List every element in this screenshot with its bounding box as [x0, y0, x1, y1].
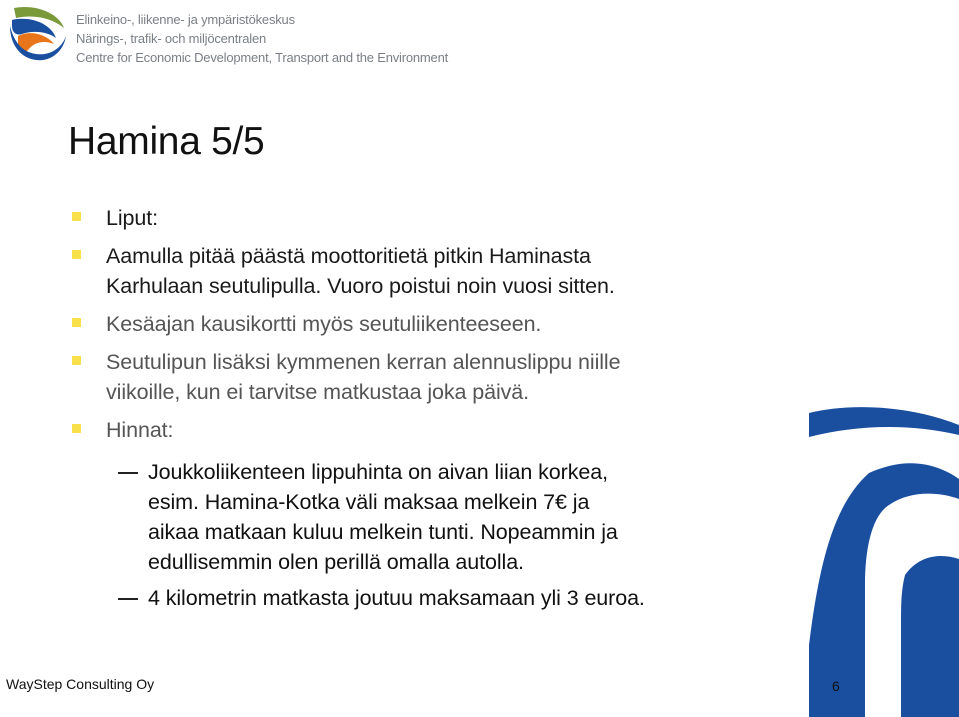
subbullet-text: Joukkoliikenteen lippuhinta on aivan liian korkea, — [148, 460, 608, 484]
slide-title: Hamina 5/5 — [68, 120, 265, 163]
org-line-sv: Närings-, trafik- och miljöcentralen — [76, 31, 267, 46]
bullet-text: Liput: — [106, 206, 158, 230]
square-bullet-icon — [72, 424, 81, 433]
square-bullet-icon — [72, 356, 81, 365]
slide-content — [68, 203, 788, 613]
bullet-text: Seutulipun lisäksi kymmenen kerran alennuslippu niille — [106, 350, 621, 374]
org-line-fi: Elinkeino-, liikenne- ja ympäristökeskus — [76, 12, 295, 27]
decorative-corner-graphic — [809, 395, 959, 717]
subbullet-text: edullisemmin olen perillä omalla autolla. — [148, 550, 524, 574]
header — [0, 0, 460, 70]
subbullet-text: 4 kilometrin matkasta joutuu maksamaan yli 3 euroa. — [148, 586, 645, 610]
bullet-text: Aamulla pitää päästä moottoritietä pitkin Haminasta — [106, 244, 591, 268]
subbullet-text: esim. Hamina-Kotka väli maksaa melkein 7€ ja — [148, 490, 590, 514]
subbullet-text: aikaa matkaan kuluu melkein tunti. Nopeammin ja — [148, 520, 618, 544]
subbullet-item — [68, 457, 788, 577]
bullet-item — [68, 415, 788, 445]
bullet-text: Kesäajan kausikortti myös seutuliikenteeseen. — [106, 312, 542, 336]
bullet-text: viikoille, kun ei tarvitse matkustaa joka päivä. — [106, 380, 530, 404]
bullet-item — [68, 347, 788, 407]
organization-name — [76, 10, 448, 67]
org-line-en: Centre for Economic Development, Transport and the Environment — [76, 50, 449, 65]
square-bullet-icon — [72, 318, 81, 327]
footer-company: WayStep Consulting Oy — [6, 676, 155, 692]
page-number: 6 — [832, 678, 840, 694]
bullet-text: Hinnat: — [106, 418, 174, 442]
dash-bullet-icon — [118, 472, 138, 474]
bullet-text: Karhulaan seutulipulla. Vuoro poistui noin vuosi sitten. — [106, 274, 615, 298]
dash-bullet-icon — [118, 598, 138, 600]
bullet-item — [68, 309, 788, 339]
square-bullet-icon — [72, 250, 81, 259]
subbullet-item — [68, 583, 788, 613]
bullet-item — [68, 203, 788, 233]
ely-logo-icon — [8, 4, 68, 62]
square-bullet-icon — [72, 212, 81, 221]
bullet-item — [68, 241, 788, 301]
